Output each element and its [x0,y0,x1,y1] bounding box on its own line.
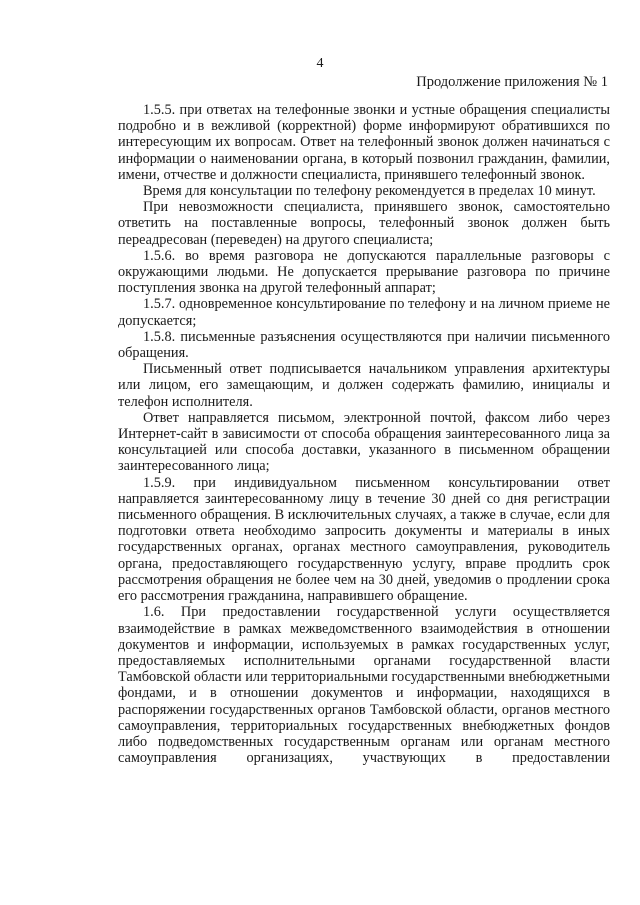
paragraph-1-5-7: 1.5.7. одновременное консультирование по телефону и на личном приеме не допускается; [118,296,610,329]
paragraph-1-5-5: 1.5.5. при ответах на телефонные звонки и устные обращения специалисты подробно и в вежливой (корректной) форме информируют обратившихся по интересующим их вопросам. Ответ на телефонный звонок должен начинаться с информации о наименовании органа, в который позвонил гражданин, фамилии, имени, отчестве и должности специалиста, принявшего телефонный звонок. [118,102,610,183]
paragraph-written-answer: Письменный ответ подписывается начальником управления архитектуры или лицом, его замещающим, и должен содержать фамилию, инициалы и телефон исполнителя. [118,361,610,410]
paragraph-1-5-9: 1.5.9. при индивидуальном письменном консультировании ответ направляется заинтересованному лицу в течение 30 дней со дня регистрации письменного обращения. В исключительных случаях, а также в случае, если для подготовки ответа необходимо запросить документы и материалы в иных государственных органах, органах местного самоуправления, руководитель органа, предоставляющего государственную услугу, вправе продлить срок рассмотрения обращения не более чем на 30 дней, уведомив о продлении срока его рассмотрения гражданина, направившего обращение. [118,474,610,605]
paragraph-consultation-time: Время для консультации по телефону рекомендуется в пределах 10 минут. [143,183,596,200]
paragraph-1-5-6: 1.5.6. во время разговора не допускаются параллельные разговоры с окружающими людьми. Не допускается прерывание разговора по причине поступления звонка на другой телефонный аппарат; [118,247,610,297]
paragraph-1-5-8: 1.5.8. письменные разъяснения осуществляются при наличии письменного обращения. [118,328,610,362]
paragraph-1-6: 1.6. При предоставлении государственной услуги осуществляется взаимодействие в рамках межведомственного взаимодействия в отношении документов и информации, используемых в рамках государственных услуг, предоставляемых исполнительными органами государственной власти Тамбовской области или территориальными государственными внебюджетными фондами, и в отношении документов и информации, находящихся в распоряжении государственных органов Тамбовской области, органов местного самоуправления, территориальных государственных внебюджетных фондов либо подведомственных государственным органам или органам местного самоуправления организациях, участвующих в предоставлении [118,604,610,767]
paragraph-answer-delivery: Ответ направляется письмом, электронной почтой, факсом либо через Интернет-сайт в зависимости от способа обращения заинтересованного лица за консультацией или способа доставки, указанного в письменном обращении заинтересованного лица; [118,409,610,475]
page-number: 4 [316,56,324,71]
appendix-continuation-title: Продолжение приложения № 1 [416,74,608,90]
body-text [118,102,610,766]
paragraph-redirect-call: При невозможности специалиста, принявшего звонок, самостоятельно ответить на поставленные вопросы, телефонный звонок должен быть переадресован (переведен) на другого специалиста; [118,199,610,248]
